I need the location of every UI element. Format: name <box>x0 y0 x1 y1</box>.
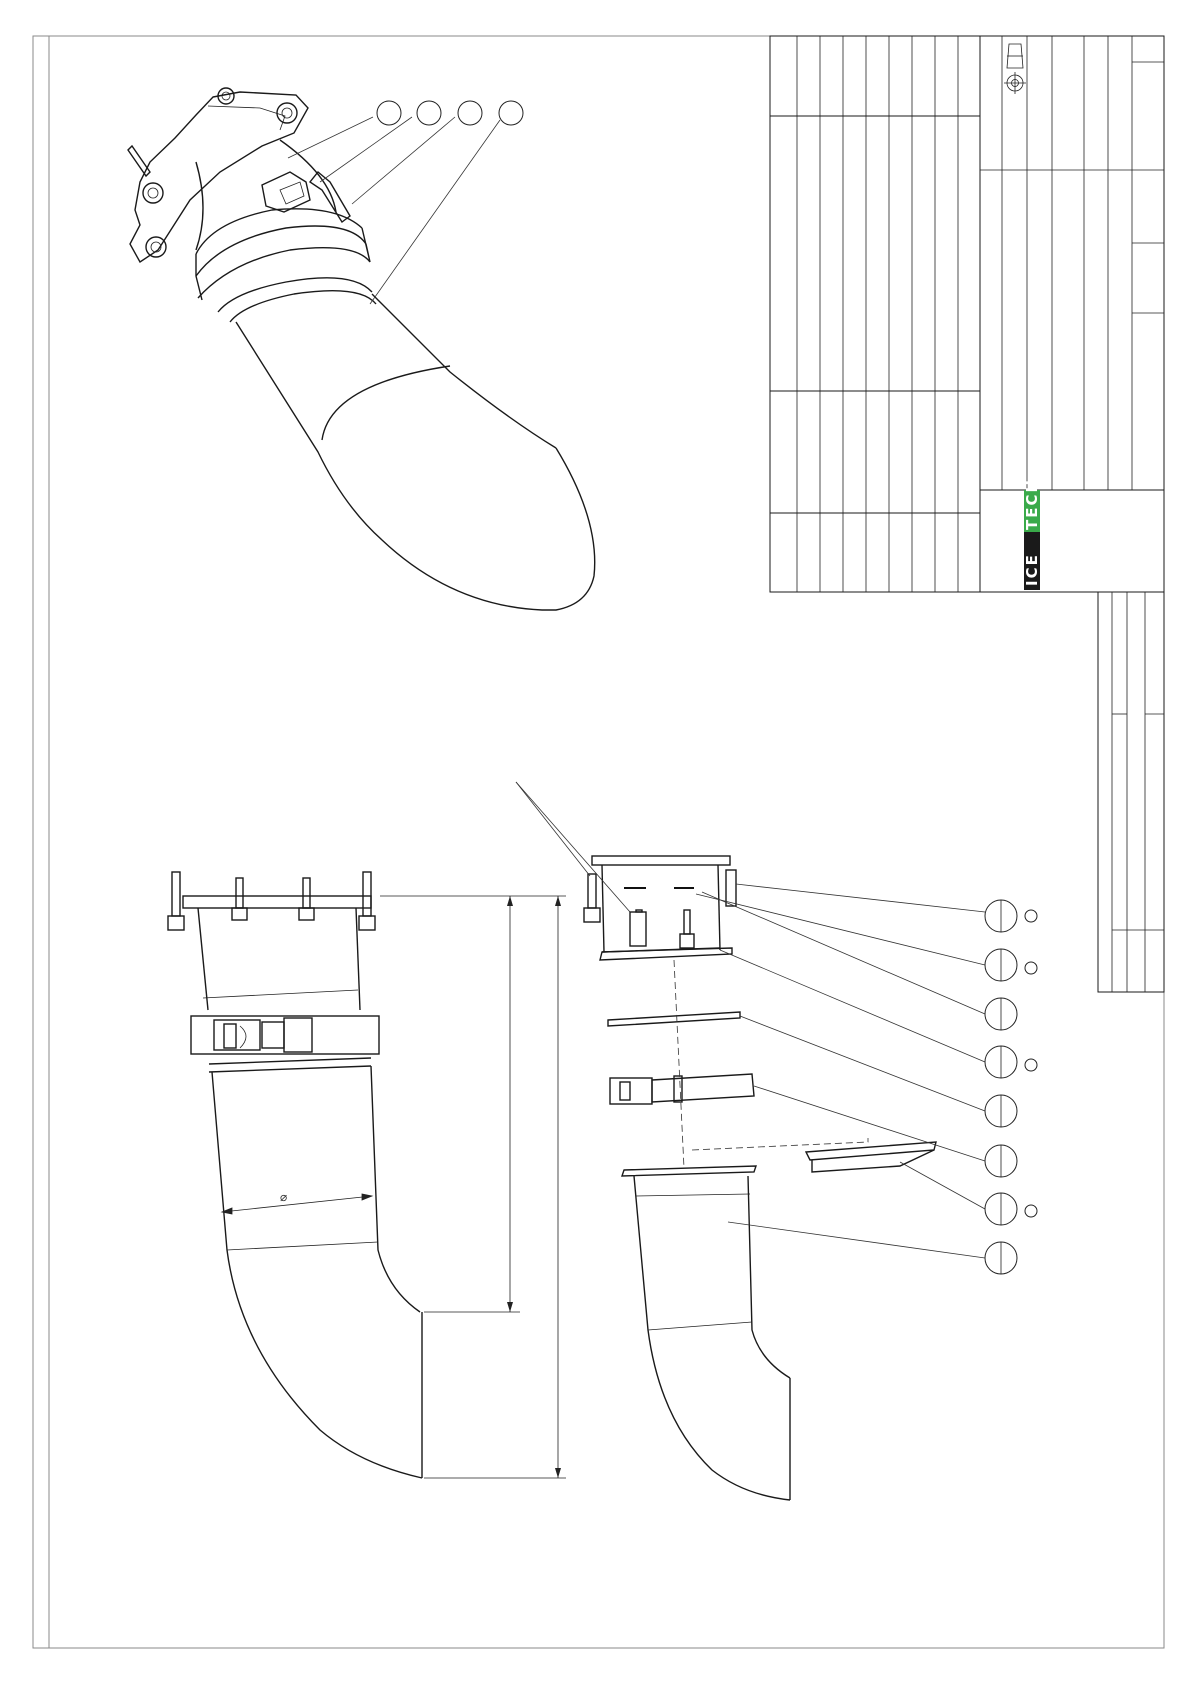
exploded-callouts <box>985 900 1037 1274</box>
callout-balloon-2 <box>985 949 1037 981</box>
front-flange-plate <box>183 896 371 908</box>
callout-balloon-iso-2 <box>417 101 441 125</box>
exploded-leaders <box>696 884 985 1258</box>
callout-balloon-iso-3 <box>458 101 482 125</box>
parts-list-table <box>1098 592 1164 992</box>
isometric-assembly-view <box>128 88 595 610</box>
icetech-logo <box>1023 478 1041 590</box>
exploded-view <box>516 782 1037 1500</box>
front-clamp-band <box>191 1016 379 1054</box>
exploded-clamp <box>610 1074 754 1104</box>
callout-balloon-1 <box>985 900 1037 932</box>
sheet-border <box>33 36 1164 1648</box>
title-block <box>770 36 1164 592</box>
logo-text-tech: TECH <box>1023 477 1041 530</box>
callout-balloon-5 <box>985 1095 1017 1127</box>
height-dimensions <box>380 896 566 1478</box>
exploded-side-piece <box>806 1142 936 1160</box>
callout-balloon-7 <box>985 1193 1037 1225</box>
revision-table <box>770 36 980 592</box>
callout-balloon-iso-4 <box>499 101 523 125</box>
exploded-elbow <box>622 1166 790 1500</box>
iso-callouts <box>288 101 523 304</box>
diameter-dimension <box>222 1190 372 1214</box>
third-angle-projection-icon <box>1004 44 1026 94</box>
qty-mark-4 <box>1025 1205 1037 1217</box>
callout-balloon-6 <box>985 1145 1017 1177</box>
front-assembly-view <box>168 872 566 1478</box>
iso-clamp-ring <box>196 172 370 300</box>
title-data-area <box>980 36 1164 490</box>
callout-balloon-4 <box>985 1046 1037 1078</box>
iso-elbow-pipe <box>218 278 595 610</box>
callout-balloon-8 <box>985 1242 1017 1274</box>
qty-mark-3 <box>1025 1059 1037 1071</box>
qty-mark-1 <box>1025 910 1037 922</box>
qty-mark-2 <box>1025 962 1037 974</box>
diameter-symbol: ⌀ <box>280 1190 288 1204</box>
callout-balloon-iso-1 <box>377 101 401 125</box>
exploded-gasket <box>608 1012 740 1026</box>
exploded-bolts <box>584 870 736 948</box>
callout-balloon-3 <box>985 998 1017 1030</box>
logo-text-ice: ICE <box>1023 553 1041 586</box>
